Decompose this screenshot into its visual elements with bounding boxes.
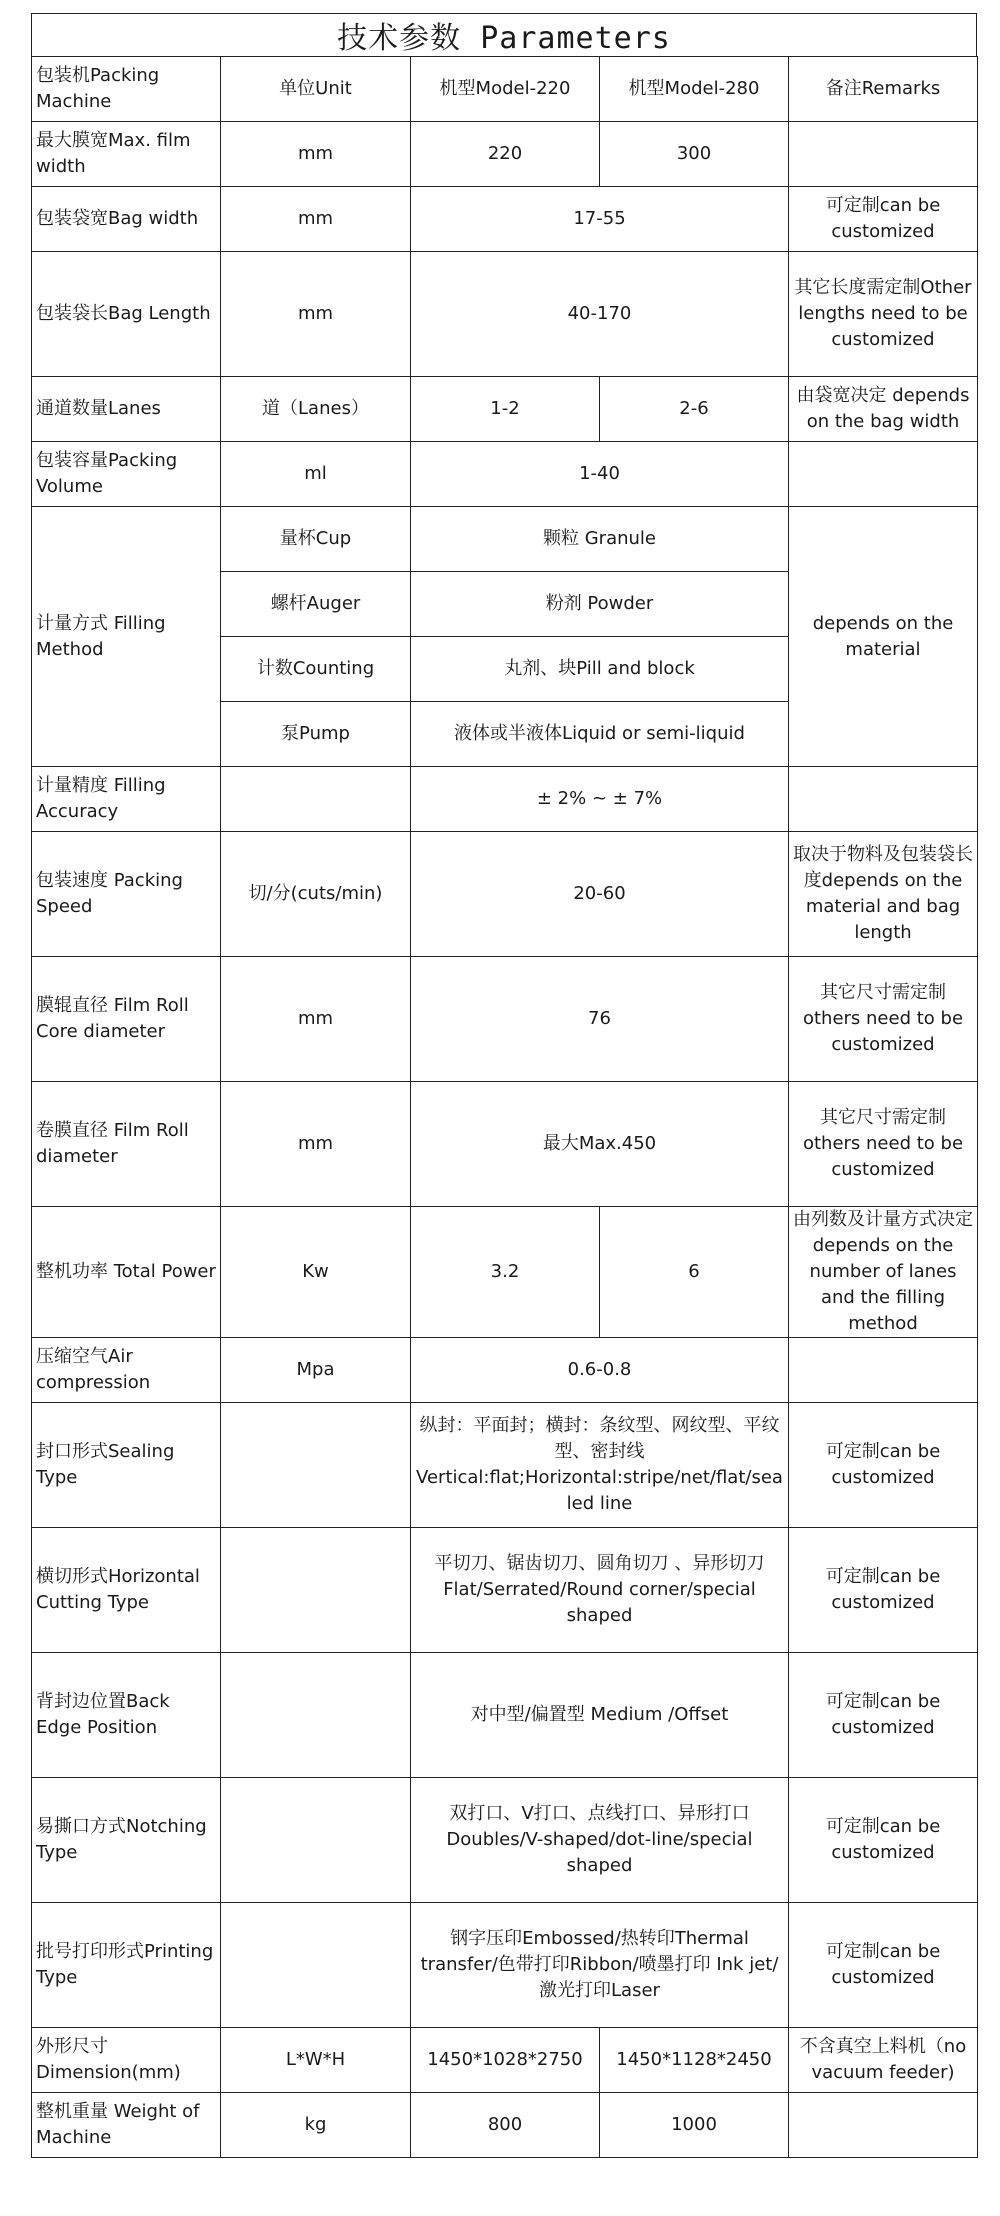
remark-cell: 可定制can be customized <box>789 1528 978 1653</box>
unit-cell: 泵Pump <box>221 702 411 767</box>
remark-cell <box>789 1338 978 1403</box>
page-title: 技术参数 Parameters <box>31 13 977 56</box>
param-label: 计量精度 Filling Accuracy <box>32 767 221 832</box>
remark-cell: 可定制can be customized <box>789 1403 978 1528</box>
remark-cell: 可定制can be customized <box>789 1903 978 2028</box>
unit-cell: 计数Counting <box>221 637 411 702</box>
unit-cell <box>221 1528 411 1653</box>
param-label: 包装容量Packing Volume <box>32 442 221 507</box>
value-cell: 平切刀、锯齿切刀、圆角切刀 、异形切刀 Flat/Serrated/Round corner/special shaped <box>411 1528 789 1653</box>
table-header-row <box>32 57 978 122</box>
model-220-value: 3.2 <box>411 1207 600 1338</box>
param-label: 整机功率 Total Power <box>32 1207 221 1338</box>
param-label: 易撕口方式Notching Type <box>32 1778 221 1903</box>
value-cell: 丸剂、块Pill and block <box>411 637 789 702</box>
parameter-sheet <box>31 13 977 2158</box>
row-cutting-type <box>32 1528 978 1653</box>
value-cell: 对中型/偏置型 Medium /Offset <box>411 1653 789 1778</box>
remark-cell <box>789 122 978 187</box>
value-cell: 17-55 <box>411 187 789 252</box>
model-280-value: 1450*1128*2450 <box>600 2028 789 2093</box>
header-remarks: 备注Remarks <box>789 57 978 122</box>
unit-cell <box>221 1653 411 1778</box>
value-cell: 液体或半液体Liquid or semi-liquid <box>411 702 789 767</box>
value-cell: 40-170 <box>411 252 789 377</box>
remark-cell: 由袋宽决定 depends on the bag width <box>789 377 978 442</box>
row-weight <box>32 2093 978 2158</box>
unit-cell: Mpa <box>221 1338 411 1403</box>
param-label: 整机重量 Weight of Machine <box>32 2093 221 2158</box>
param-label: 卷膜直径 Film Roll diameter <box>32 1082 221 1207</box>
value-cell: 1-40 <box>411 442 789 507</box>
model-280-value: 300 <box>600 122 789 187</box>
param-label: 包装袋长Bag Length <box>32 252 221 377</box>
row-bag-width <box>32 187 978 252</box>
value-cell: 20-60 <box>411 832 789 957</box>
unit-cell: mm <box>221 122 411 187</box>
row-dimension <box>32 2028 978 2093</box>
row-bag-length <box>32 252 978 377</box>
param-label: 横切形式Horizontal Cutting Type <box>32 1528 221 1653</box>
unit-cell <box>221 1778 411 1903</box>
model-280-value: 6 <box>600 1207 789 1338</box>
row-total-power <box>32 1207 978 1338</box>
remark-cell: 不含真空上料机（no vacuum feeder) <box>789 2028 978 2093</box>
unit-cell: 量杯Cup <box>221 507 411 572</box>
parameters-table <box>31 56 978 2158</box>
model-220-value: 1450*1028*2750 <box>411 2028 600 2093</box>
remark-cell: 由列数及计量方式决定depends on the number of lanes and the filling method <box>789 1207 978 1338</box>
row-lanes <box>32 377 978 442</box>
value-cell: 76 <box>411 957 789 1082</box>
param-label: 背封边位置Back Edge Position <box>32 1653 221 1778</box>
unit-cell: mm <box>221 252 411 377</box>
model-280-value: 2-6 <box>600 377 789 442</box>
value-cell: 双打口、V打口、点线打口、异形打口 Doubles/V-shaped/dot-line/special shaped <box>411 1778 789 1903</box>
row-filling-accuracy <box>32 767 978 832</box>
unit-cell: 道（Lanes） <box>221 377 411 442</box>
header-model-280: 机型Model-280 <box>600 57 789 122</box>
row-back-edge <box>32 1653 978 1778</box>
value-cell: 纵封：平面封；横封：条纹型、网纹型、平纹型、密封线 Vertical:flat;Horizontal:stripe/net/flat/sealed line <box>411 1403 789 1528</box>
remark-cell: 其它尺寸需定制 others need to be customized <box>789 1082 978 1207</box>
remark-cell: 其它长度需定制Other lengths need to be customized <box>789 252 978 377</box>
param-label: 包装速度 Packing Speed <box>32 832 221 957</box>
unit-cell: L*W*H <box>221 2028 411 2093</box>
param-label: 包装袋宽Bag width <box>32 187 221 252</box>
header-param: 包装机Packing Machine <box>32 57 221 122</box>
remark-cell-filling-method: depends on the material <box>789 507 978 767</box>
row-film-width <box>32 122 978 187</box>
model-220-value: 220 <box>411 122 600 187</box>
unit-cell: ml <box>221 442 411 507</box>
model-220-value: 1-2 <box>411 377 600 442</box>
header-model-220: 机型Model-220 <box>411 57 600 122</box>
row-printing-type <box>32 1903 978 2028</box>
row-notching-type <box>32 1778 978 1903</box>
unit-cell: 切/分(cuts/min) <box>221 832 411 957</box>
value-cell: 最大Max.450 <box>411 1082 789 1207</box>
param-label: 通道数量Lanes <box>32 377 221 442</box>
row-air-compression <box>32 1338 978 1403</box>
model-220-value: 800 <box>411 2093 600 2158</box>
value-cell: 0.6-0.8 <box>411 1338 789 1403</box>
unit-cell <box>221 1903 411 2028</box>
unit-cell: kg <box>221 2093 411 2158</box>
row-filling-cup <box>32 507 978 572</box>
remark-cell <box>789 767 978 832</box>
unit-cell: mm <box>221 957 411 1082</box>
param-label: 外形尺寸 Dimension(mm) <box>32 2028 221 2093</box>
unit-cell: mm <box>221 1082 411 1207</box>
param-label: 最大膜宽Max. film width <box>32 122 221 187</box>
param-label: 压缩空气Air compression <box>32 1338 221 1403</box>
unit-cell <box>221 767 411 832</box>
param-label: 批号打印形式Printing Type <box>32 1903 221 2028</box>
remark-cell: 可定制can be customized <box>789 1653 978 1778</box>
remark-cell: 取决于物料及包装袋长度depends on the material and bag length <box>789 832 978 957</box>
remark-cell: 可定制can be customized <box>789 187 978 252</box>
row-roll-diameter <box>32 1082 978 1207</box>
value-cell: 钢字压印Embossed/热转印Thermal transfer/色带打印Ribbon/喷墨打印 Ink jet/激光打印Laser <box>411 1903 789 2028</box>
value-cell: 粉剂 Powder <box>411 572 789 637</box>
header-unit: 单位Unit <box>221 57 411 122</box>
remark-cell: 可定制can be customized <box>789 1778 978 1903</box>
row-core-diameter <box>32 957 978 1082</box>
param-label-filling-method: 计量方式 Filling Method <box>32 507 221 767</box>
remark-cell <box>789 442 978 507</box>
unit-cell: Kw <box>221 1207 411 1338</box>
row-packing-volume <box>32 442 978 507</box>
unit-cell <box>221 1403 411 1528</box>
row-packing-speed <box>32 832 978 957</box>
value-cell: 颗粒 Granule <box>411 507 789 572</box>
value-cell: ± 2% ~ ± 7% <box>411 767 789 832</box>
remark-cell <box>789 2093 978 2158</box>
unit-cell: mm <box>221 187 411 252</box>
unit-cell: 螺杆Auger <box>221 572 411 637</box>
model-280-value: 1000 <box>600 2093 789 2158</box>
row-sealing-type <box>32 1403 978 1528</box>
param-label: 封口形式Sealing Type <box>32 1403 221 1528</box>
param-label: 膜辊直径 Film Roll Core diameter <box>32 957 221 1082</box>
remark-cell: 其它尺寸需定制 others need to be customized <box>789 957 978 1082</box>
